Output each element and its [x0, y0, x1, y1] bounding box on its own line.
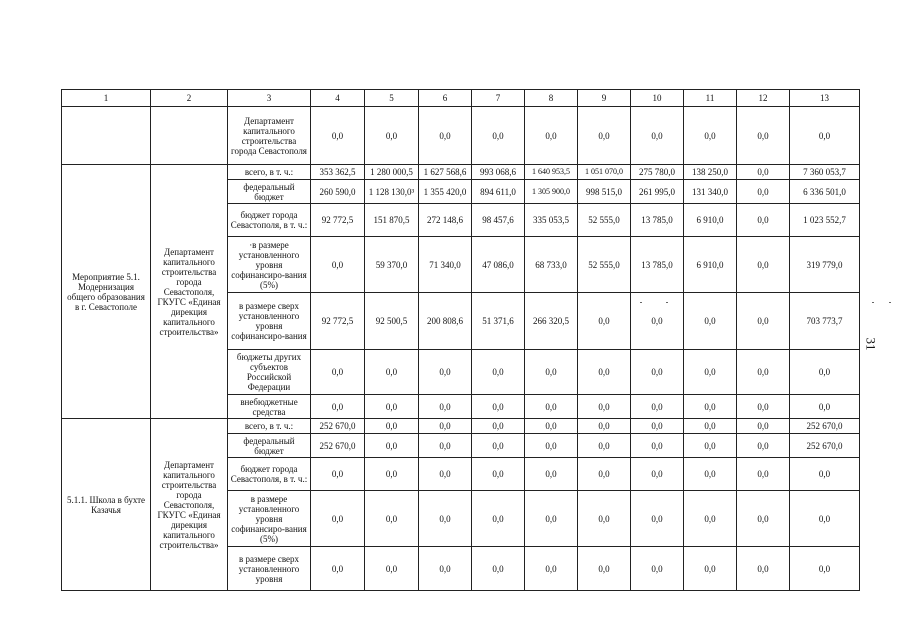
value-cell: 0,0 [737, 458, 790, 491]
value-cell: 0,0 [472, 458, 525, 491]
value-cell: 0,0 [365, 419, 419, 434]
value-cell: 0,0 [790, 458, 860, 491]
value-cell: 0,0 [525, 458, 578, 491]
row-label: бюджет города Севастополя, в т. ч.: [228, 458, 311, 491]
value-cell: 0,0 [311, 237, 365, 293]
value-cell: 0,0 [578, 395, 631, 419]
value-cell: 6 910,0 [684, 204, 737, 237]
value-cell: 0,0 [419, 547, 472, 591]
row-label: всего, в т. ч.: [228, 165, 311, 180]
value-cell: 0,0 [631, 419, 684, 434]
value-cell: 0,0 [631, 434, 684, 458]
value-cell: 0,0 [631, 458, 684, 491]
value-cell: 0,0 [631, 107, 684, 165]
empty-cell [62, 107, 151, 165]
value-cell: 0,0 [578, 434, 631, 458]
row-label: в размере сверх установленного уровня [228, 547, 311, 591]
empty-cell [151, 107, 228, 165]
header-cell: 6 [419, 90, 472, 107]
value-cell: 98 457,6 [472, 204, 525, 237]
value-cell: 0,0 [311, 107, 365, 165]
value-cell: 0,0 [525, 419, 578, 434]
value-cell: 0,0 [525, 350, 578, 395]
value-cell: 0,0 [684, 419, 737, 434]
value-cell: 275 780,0 [631, 165, 684, 180]
page-number: 31 [863, 337, 879, 351]
value-cell: 0,0 [472, 434, 525, 458]
value-cell: 151 870,5 [365, 204, 419, 237]
value-cell: 0,0 [419, 458, 472, 491]
scan-speck [666, 302, 668, 303]
value-cell: 252 670,0 [790, 434, 860, 458]
value-cell: 252 670,0 [311, 434, 365, 458]
row-label: ·в размере установленного уровня софинансиро-вания (5%) [228, 237, 311, 293]
table-row [62, 419, 860, 434]
value-cell: 252 670,0 [790, 419, 860, 434]
value-cell: 0,0 [578, 107, 631, 165]
value-cell: 0,0 [631, 395, 684, 419]
value-cell: 0,0 [790, 491, 860, 547]
value-cell: 0,0 [365, 434, 419, 458]
value-cell: 252 670,0 [311, 419, 365, 434]
value-cell: 0,0 [419, 107, 472, 165]
value-cell: 0,0 [472, 547, 525, 591]
value-cell: 0,0 [419, 395, 472, 419]
header-cell: 4 [311, 90, 365, 107]
value-cell: 0,0 [472, 107, 525, 165]
value-cell: 13 785,0 [631, 237, 684, 293]
value-cell: 0,0 [365, 395, 419, 419]
value-cell: 319 779,0 [790, 237, 860, 293]
header-cell: 1 [62, 90, 151, 107]
value-cell: 1 640 953,5 [525, 165, 578, 180]
value-cell: 0,0 [365, 547, 419, 591]
value-cell: 0,0 [737, 434, 790, 458]
value-cell: 0,0 [578, 419, 631, 434]
value-cell: 0,0 [365, 350, 419, 395]
scan-speck [640, 302, 642, 303]
executor-cell: Департамент капитального строительства города Севастополя, ГКУГС «Единая дирекция капитального строительства» [151, 419, 228, 591]
value-cell: 0,0 [737, 180, 790, 204]
value-cell: 6 336 501,0 [790, 180, 860, 204]
value-cell: 0,0 [737, 547, 790, 591]
header-cell: 7 [472, 90, 525, 107]
value-cell: 0,0 [737, 293, 790, 350]
value-cell: 0,0 [631, 350, 684, 395]
value-cell: 1 051 070,0 [578, 165, 631, 180]
value-cell: 0,0 [737, 204, 790, 237]
value-cell: 0,0 [365, 491, 419, 547]
value-cell: 0,0 [578, 547, 631, 591]
value-cell: 0,0 [684, 395, 737, 419]
value-cell: 0,0 [684, 434, 737, 458]
value-cell: 0,0 [737, 491, 790, 547]
value-cell: 0,0 [631, 491, 684, 547]
value-cell: 0,0 [419, 419, 472, 434]
header-cell: 5 [365, 90, 419, 107]
value-cell: 0,0 [525, 395, 578, 419]
value-cell: 13 785,0 [631, 204, 684, 237]
value-cell: 0,0 [737, 350, 790, 395]
budget-table [61, 89, 860, 591]
value-cell: 6 910,0 [684, 237, 737, 293]
value-cell: 0,0 [472, 491, 525, 547]
value-cell: 1 023 552,7 [790, 204, 860, 237]
event-name-cell: 5.1.1. Школа в бухте Казачья [62, 419, 151, 591]
value-cell: 894 611,0 [472, 180, 525, 204]
value-cell: 1 355 420,0 [419, 180, 472, 204]
value-cell: 0,0 [737, 165, 790, 180]
value-cell: 0,0 [578, 293, 631, 350]
value-cell: 998 515,0 [578, 180, 631, 204]
value-cell: 92 500,5 [365, 293, 419, 350]
value-cell: 260 590,0 [311, 180, 365, 204]
value-cell: 0,0 [684, 350, 737, 395]
value-cell: 0,0 [790, 395, 860, 419]
value-cell: 0,0 [311, 458, 365, 491]
value-cell: 47 086,0 [472, 237, 525, 293]
scan-speck [872, 302, 874, 303]
value-cell: 261 995,0 [631, 180, 684, 204]
value-cell: 0,0 [737, 107, 790, 165]
value-cell: 1 305 900,0 [525, 180, 578, 204]
value-cell: 0,0 [365, 107, 419, 165]
value-cell: 993 068,6 [472, 165, 525, 180]
value-cell: 1 627 568,6 [419, 165, 472, 180]
value-cell: 0,0 [737, 419, 790, 434]
value-cell: 0,0 [578, 491, 631, 547]
header-cell: 2 [151, 90, 228, 107]
value-cell: 71 340,0 [419, 237, 472, 293]
value-cell: 0,0 [737, 237, 790, 293]
value-cell: 0,0 [525, 107, 578, 165]
value-cell: 0,0 [311, 395, 365, 419]
table-row [62, 107, 860, 165]
value-cell: 0,0 [419, 350, 472, 395]
value-cell: 92 772,5 [311, 293, 365, 350]
value-cell: 0,0 [472, 419, 525, 434]
header-row [62, 90, 860, 107]
row-label: Департамент капитального строительства города Севастополя [228, 107, 311, 165]
value-cell: 0,0 [790, 547, 860, 591]
value-cell: 0,0 [525, 491, 578, 547]
table-row [62, 165, 860, 180]
value-cell: 0,0 [790, 107, 860, 165]
value-cell: 7 360 053,7 [790, 165, 860, 180]
row-label: федеральный бюджет [228, 180, 311, 204]
row-label: федеральный бюджет [228, 434, 311, 458]
value-cell: 0,0 [419, 491, 472, 547]
value-cell: 0,0 [790, 350, 860, 395]
value-cell: 0,0 [684, 491, 737, 547]
value-cell: 1 128 130,0³ [365, 180, 419, 204]
value-cell: 335 053,5 [525, 204, 578, 237]
row-label: в размере сверх установленного уровня софинансиро-вания [228, 293, 311, 350]
header-cell: 9 [578, 90, 631, 107]
value-cell: 0,0 [311, 350, 365, 395]
event-name-cell: Мероприятие 5.1. Модернизация общего образования в г. Севастополе [62, 165, 151, 419]
value-cell: 51 371,6 [472, 293, 525, 350]
value-cell: 92 772,5 [311, 204, 365, 237]
header-cell: 13 [790, 90, 860, 107]
value-cell: 0,0 [419, 434, 472, 458]
value-cell: 0,0 [525, 434, 578, 458]
value-cell: 0,0 [578, 350, 631, 395]
value-cell: 703 773,7 [790, 293, 860, 350]
value-cell: 0,0 [578, 458, 631, 491]
value-cell: 266 320,5 [525, 293, 578, 350]
value-cell: 0,0 [472, 395, 525, 419]
value-cell: 0,0 [684, 547, 737, 591]
value-cell: 0,0 [311, 547, 365, 591]
header-cell: 10 [631, 90, 684, 107]
value-cell: 0,0 [365, 458, 419, 491]
value-cell: 0,0 [631, 547, 684, 591]
value-cell: 0,0 [631, 293, 684, 350]
value-cell: 52 555,0 [578, 237, 631, 293]
value-cell: 0,0 [525, 547, 578, 591]
value-cell: 0,0 [684, 293, 737, 350]
row-label: всего, в т. ч.: [228, 419, 311, 434]
header-cell: 8 [525, 90, 578, 107]
row-label: внебюджетные средства [228, 395, 311, 419]
value-cell: 0,0 [684, 107, 737, 165]
value-cell: 68 733,0 [525, 237, 578, 293]
row-label: в размере установленного уровня софинансиро-вания (5%) [228, 491, 311, 547]
header-cell: 11 [684, 90, 737, 107]
scan-speck [889, 302, 891, 303]
value-cell: 138 250,0 [684, 165, 737, 180]
value-cell: 0,0 [684, 458, 737, 491]
value-cell: 1 280 000,5 [365, 165, 419, 180]
executor-cell: Департамент капитального строительства города Севастополя, ГКУГС «Единая дирекция капитального строительства» [151, 165, 228, 419]
value-cell: 131 340,0 [684, 180, 737, 204]
value-cell: 0,0 [311, 491, 365, 547]
header-cell: 12 [737, 90, 790, 107]
value-cell: 0,0 [737, 395, 790, 419]
value-cell: 59 370,0 [365, 237, 419, 293]
row-label: бюджеты других субъектов Российской Федерации [228, 350, 311, 395]
value-cell: 0,0 [472, 350, 525, 395]
header-cell: 3 [228, 90, 311, 107]
value-cell: 353 362,5 [311, 165, 365, 180]
value-cell: 52 555,0 [578, 204, 631, 237]
value-cell: 200 808,6 [419, 293, 472, 350]
row-label: бюджет города Севастополя, в т. ч.: [228, 204, 311, 237]
value-cell: 272 148,6 [419, 204, 472, 237]
